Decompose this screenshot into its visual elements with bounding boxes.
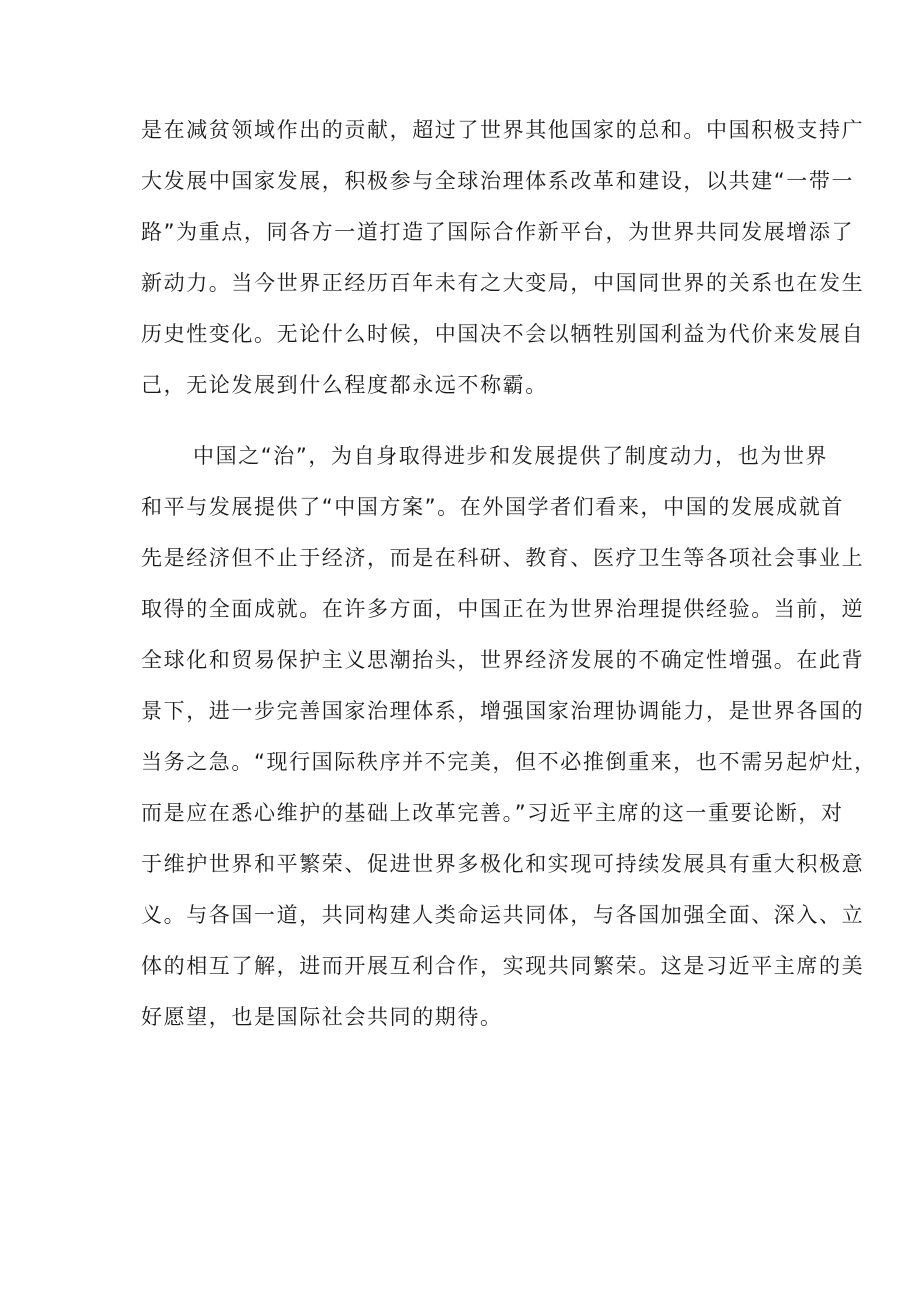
paragraph-1-line-1: 是在减贫领域作出的贡献，超过了世界其他国家的总和。中国积极支持广 <box>141 118 865 142</box>
paragraph-1-line-4: 新动力。当今世界正经历百年未有之大变局，中国同世界的关系也在发生 <box>141 271 865 295</box>
paragraph-1-line-6: 己，无论发展到什么程度都永远不称霸。 <box>141 373 548 397</box>
paragraph-2-line-5: 全球化和贸易保护主义思潮抬头，世界经济发展的不确定性增强。在此背 <box>141 648 865 672</box>
paragraph-1-line-5: 历史性变化。无论什么时候，中国决不会以牺牲别国利益为代价来发展自 <box>141 322 865 346</box>
paragraph-2-line-9: 于维护世界和平繁荣、促进世界多极化和实现可持续发展具有重大积极意 <box>141 852 865 876</box>
paragraph-2-line-6: 景下，进一步完善国家治理体系，增强国家治理协调能力，是世界各国的 <box>141 699 865 723</box>
paragraph-2-line-7: 当务之急。“现行国际秩序并不完美，但不必推倒重来，也不需另起炉灶， <box>141 750 877 774</box>
paragraph-1-line-2: 大发展中国家发展，积极参与全球治理体系改革和建设，以共建“一带一 <box>141 169 855 193</box>
paragraph-1-line-3: 路”为重点，同各方一道打造了国际合作新平台，为世界共同发展增添了 <box>141 220 855 244</box>
paragraph-2-line-3: 先是经济但不止于经济，而是在科研、教育、医疗卫生等各项社会事业上 <box>141 546 865 570</box>
paragraph-2-line-11: 体的相互了解，进而开展互利合作，实现共同繁荣。这是习近平主席的美 <box>141 954 865 978</box>
paragraph-2-line-1: 中国之“治”，为自身取得进步和发展提供了制度动力，也为世界 <box>193 444 829 468</box>
paragraph-2-line-10: 义。与各国一道，共同构建人类命运共同体，与各国加强全面、深入、立 <box>141 903 865 927</box>
paragraph-2-line-12: 好愿望，也是国际社会共同的期待。 <box>141 1005 503 1029</box>
paragraph-2-line-4: 取得的全面成就。在许多方面，中国正在为世界治理提供经验。当前，逆 <box>141 597 865 621</box>
paragraph-2-line-8: 而是应在悉心维护的基础上改革完善。”习近平主席的这一重要论断，对 <box>141 801 844 825</box>
paragraph-2-line-2: 和平与发展提供了“中国方案”。在外国学者们看来，中国的发展成就首 <box>141 495 844 519</box>
